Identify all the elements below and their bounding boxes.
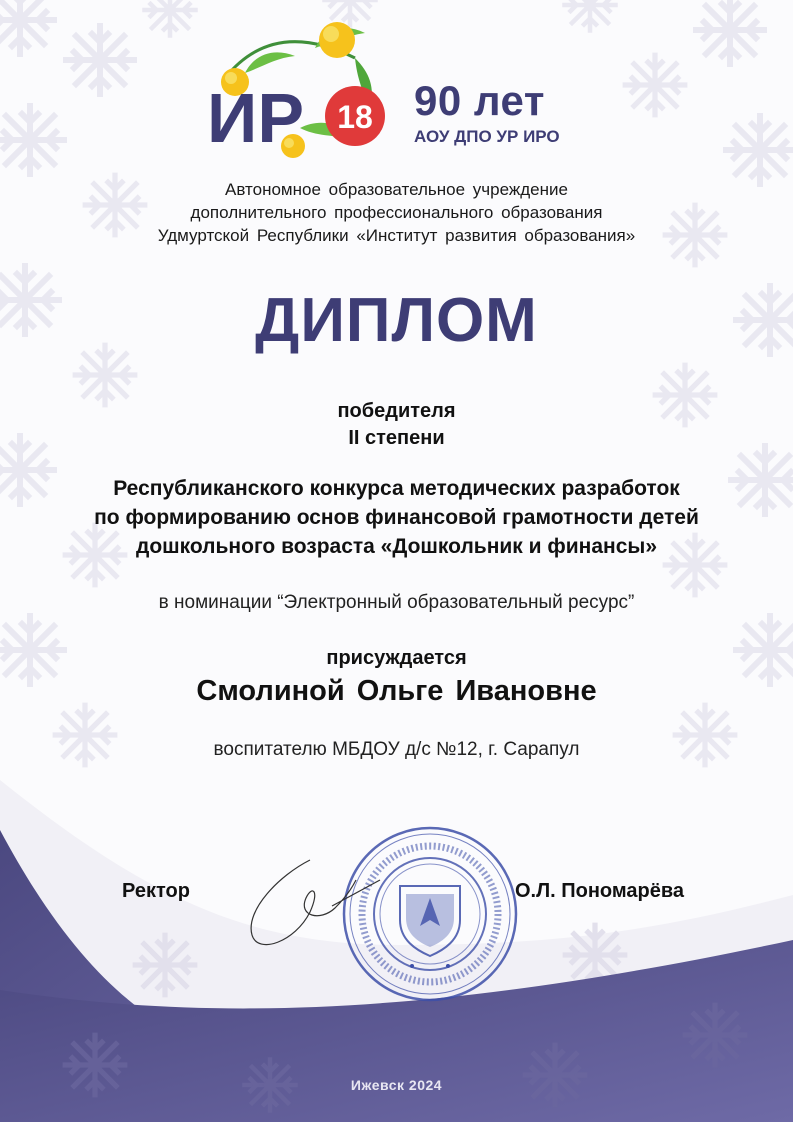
logo-badge-number: 18 bbox=[337, 99, 373, 135]
footer-city-year: Ижевск 2024 bbox=[350, 1077, 443, 1093]
organization-line: Автономное образовательное учреждение bbox=[225, 180, 568, 199]
anniversary-number: 90 лет bbox=[414, 77, 545, 124]
organization-name bbox=[0, 178, 793, 247]
organization-line: дополнительного профессионального образования bbox=[190, 203, 603, 222]
signatory-name: О.Л. Пономарёва bbox=[515, 880, 685, 902]
logo-text: ИР bbox=[207, 79, 305, 157]
nomination-text: в номинации “Электронный образовательный ресурс” bbox=[158, 592, 635, 613]
winner-degree bbox=[0, 398, 793, 452]
signatory-role: Ректор bbox=[122, 880, 190, 902]
contest-line: Республиканского конкурса методических разработок bbox=[113, 477, 680, 500]
anniversary-subtitle: АОУ ДПО УР ИРО bbox=[414, 127, 560, 146]
recipient-name: Смолиной Ольге Ивановне bbox=[196, 675, 597, 707]
iro-logo bbox=[205, 18, 395, 168]
winner-line: победителя bbox=[337, 400, 456, 422]
recipient-position: воспитателю МБДОУ д/с №12, г. Сарапул bbox=[213, 739, 580, 760]
contest-name bbox=[0, 474, 793, 561]
winner-line: II степени bbox=[348, 427, 445, 449]
contest-line: по формированию основ финансовой грамотности детей bbox=[94, 506, 699, 529]
organization-line: Удмуртской Республики «Институт развития образования» bbox=[157, 226, 636, 245]
contest-line: дошкольного возраста «Дошкольник и финансы» bbox=[135, 535, 658, 558]
signature-icon bbox=[240, 850, 390, 960]
diploma-title: ДИПЛОМ bbox=[255, 286, 538, 355]
awarded-text: присуждается bbox=[326, 647, 467, 669]
